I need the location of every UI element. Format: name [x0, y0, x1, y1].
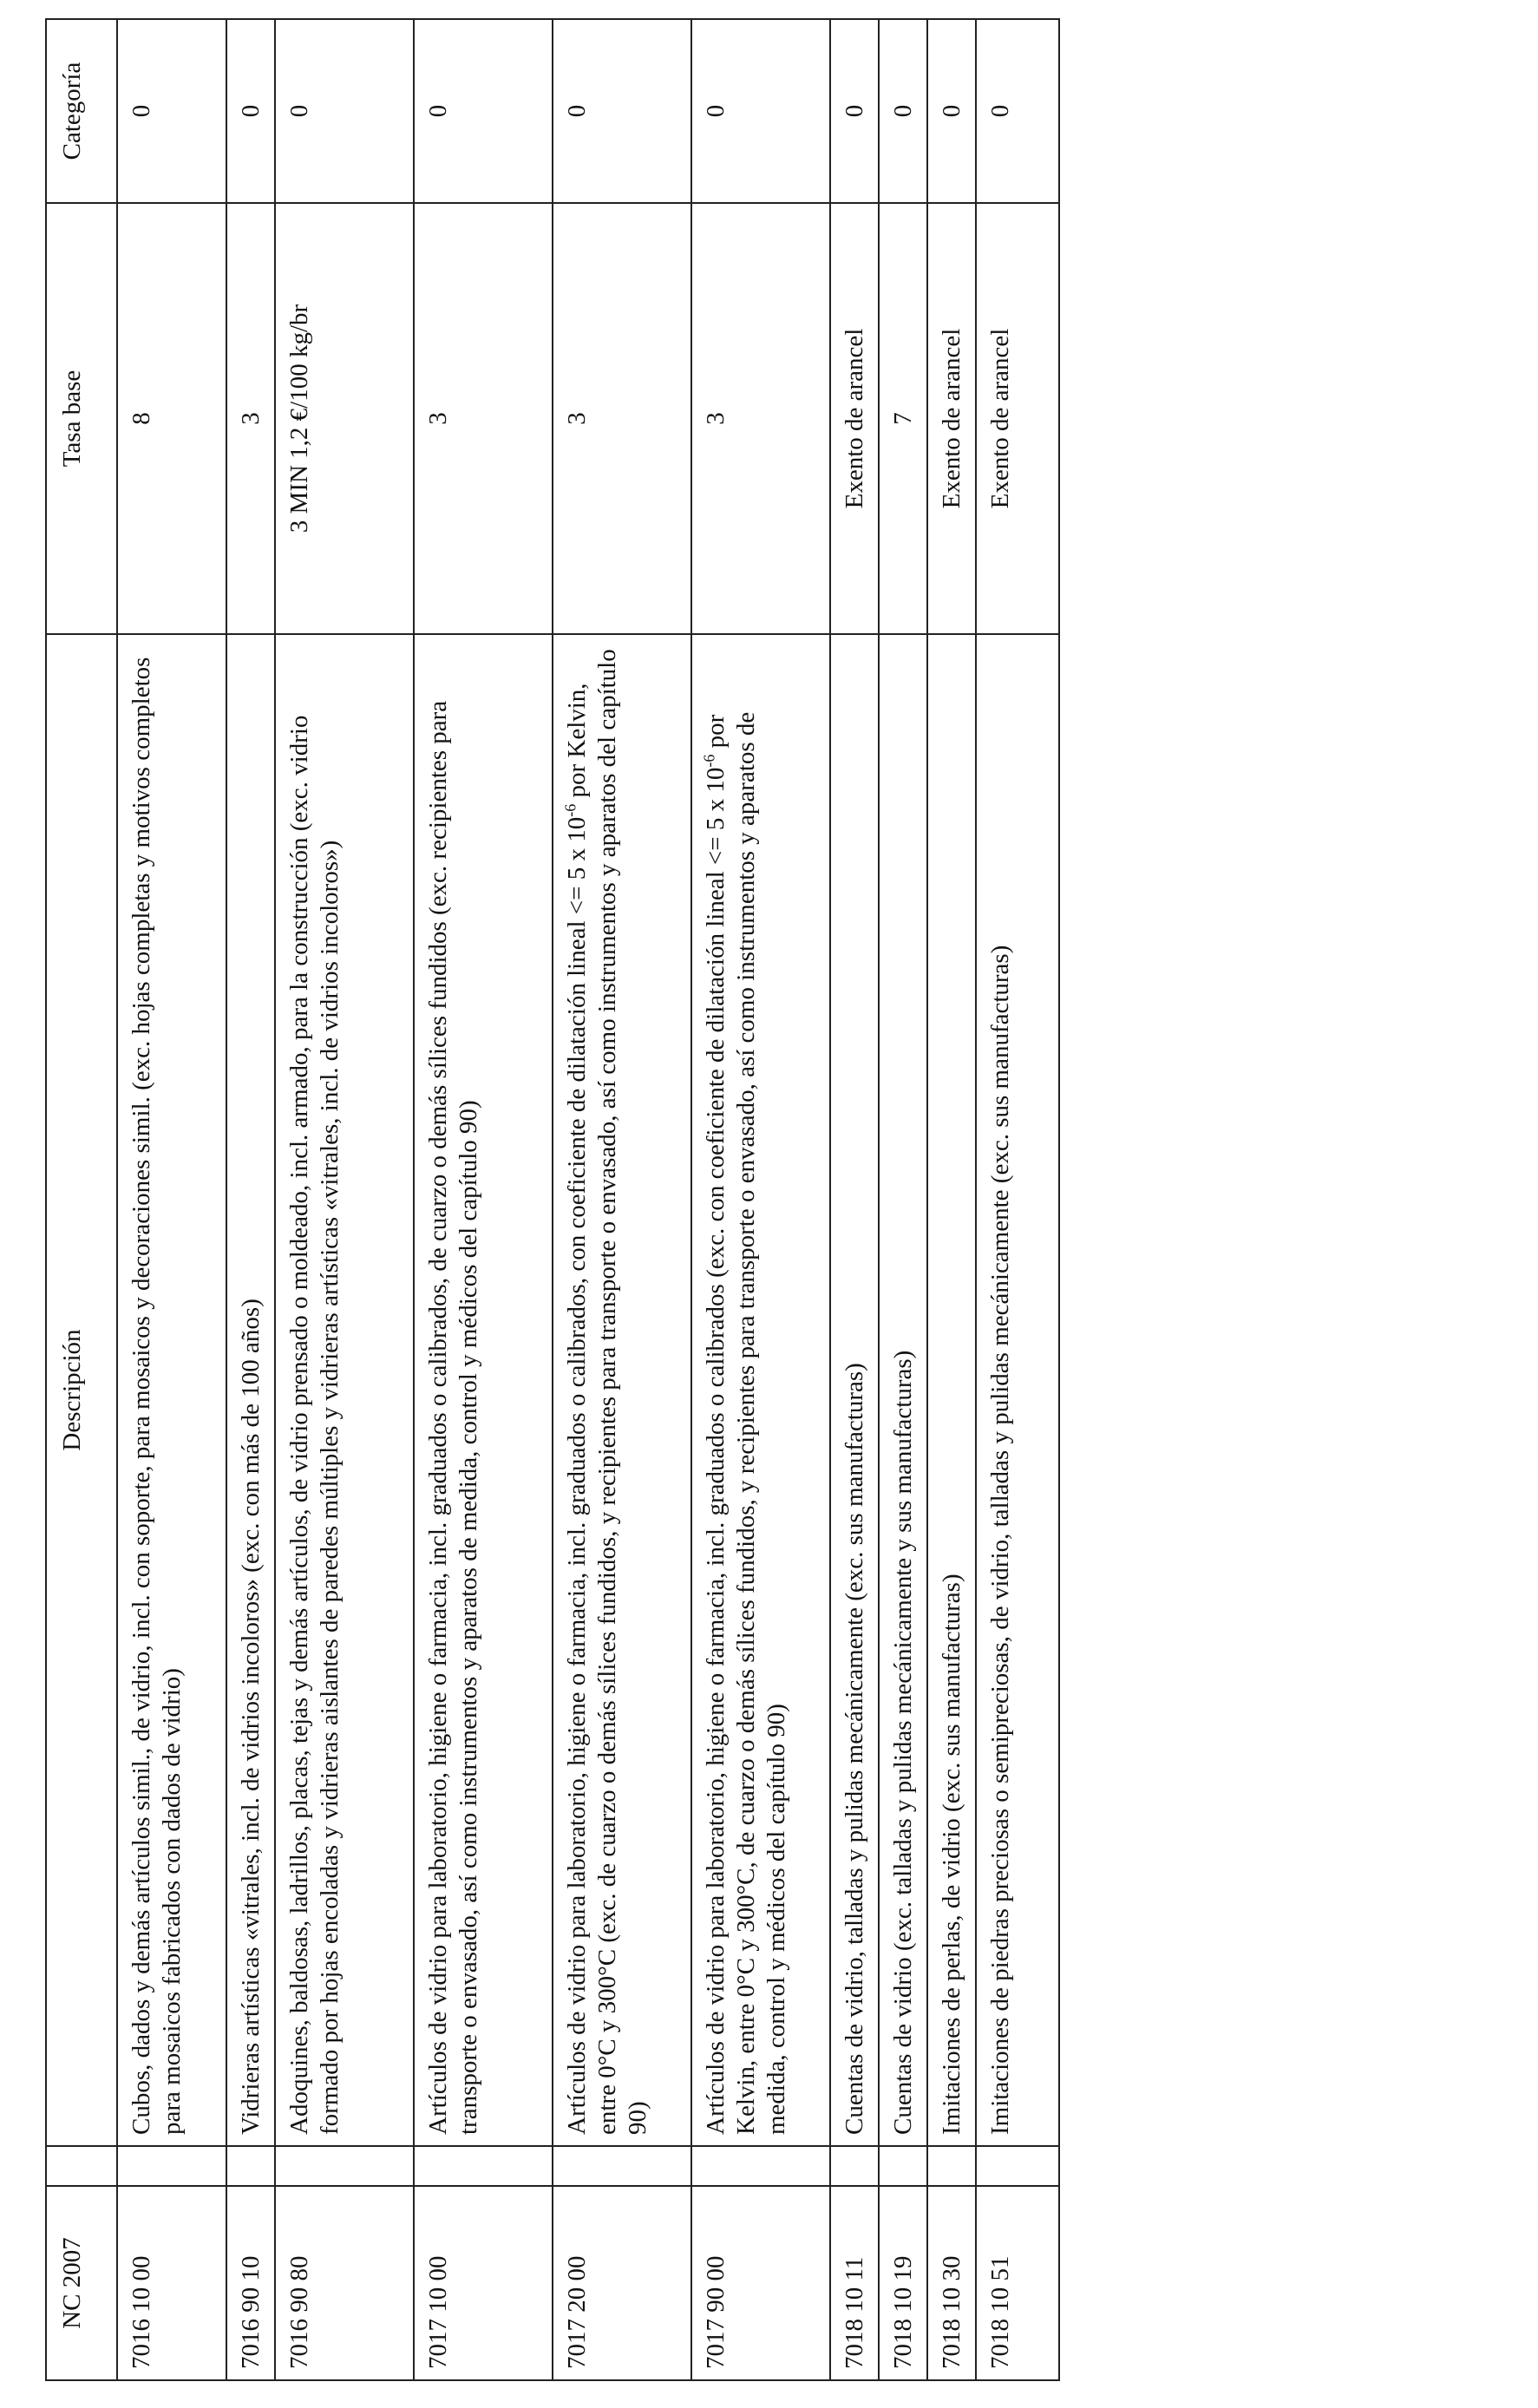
row-code: 7018 10 51: [976, 2186, 1059, 2380]
header-mark: [46, 2146, 117, 2186]
row-category: 0: [927, 19, 976, 203]
row-category: 0: [414, 19, 553, 203]
row-code: 7017 90 00: [691, 2186, 830, 2380]
row-mark: [879, 2146, 927, 2186]
table-row: [830, 19, 879, 2380]
row-category: 0: [226, 19, 275, 203]
row-base-rate: 7: [879, 203, 927, 634]
table-row: [553, 19, 691, 2380]
row-mark: [275, 2146, 414, 2186]
header-base-rate: Tasa base: [46, 203, 117, 634]
row-code: 7018 10 11: [830, 2186, 879, 2380]
row-code: 7017 20 00: [553, 2186, 691, 2380]
row-base-rate: 3: [553, 203, 691, 634]
row-base-rate: 3: [691, 203, 830, 634]
row-base-rate: 3: [226, 203, 275, 634]
row-category: 0: [879, 19, 927, 203]
row-mark: [553, 2146, 691, 2186]
row-category: 0: [976, 19, 1059, 203]
table-row: [879, 19, 927, 2380]
row-mark: [830, 2146, 879, 2186]
row-description: Cubos, dados y demás artículos simil., de vidrio, incl. con soporte, para mosaicos y decoraciones simil. (exc. hojas completas y motivos completos para mosaicos fabricados con dados de vidrio): [117, 634, 226, 2146]
table-row: [691, 19, 830, 2380]
row-base-rate: 3 MIN 1,2 €/100 kg/br: [275, 203, 414, 634]
row-description: Imitaciones de piedras preciosas o semipreciosas, de vidrio, talladas y pulidas mecánicamente (exc. sus manufacturas): [976, 634, 1059, 2146]
description-text-post: por Kelvin, entre 0°C y 300°C, de cuarzo o demás sílices fundidos, y recipientes para transporte o envasado, así como instrumentos y aparatos de medida, control y médicos del capítulo 90): [702, 711, 790, 2135]
row-code: 7017 10 00: [414, 2186, 553, 2380]
row-description: [691, 634, 830, 2146]
rotated-table-container: [45, 20, 1060, 2381]
table-row: [414, 19, 553, 2380]
row-description: Vidrieras artísticas «vitrales, incl. de vidrios incoloros» (exc. con más de 100 años): [226, 634, 275, 2146]
description-exponent: -6: [561, 803, 579, 817]
description-text-pre: Artículos de vidrio para laboratorio, higiene o farmacia, incl. graduados o calibrados (exc. con coeficiente de dilatación lineal <= 5 x 10: [702, 767, 730, 2135]
row-mark: [414, 2146, 553, 2186]
header-category: Categoría: [46, 19, 117, 203]
row-base-rate: Exento de arancel: [830, 203, 879, 634]
row-description: Cuentas de vidrio (exc. talladas y pulidas mecánicamente y sus manufacturas): [879, 634, 927, 2146]
row-category: 0: [553, 19, 691, 203]
row-description: Cuentas de vidrio, talladas y pulidas mecánicamente (exc. sus manufacturas): [830, 634, 879, 2146]
row-mark: [927, 2146, 976, 2186]
row-category: 0: [117, 19, 226, 203]
description-text-post: por Kelvin, entre 0°C y 300°C (exc. de cuarzo o demás sílices fundidos, y recipientes para transporte o envasado, así como instrumentos y aparatos del capítulo 90): [563, 649, 651, 2135]
row-description: Imitaciones de perlas, de vidrio (exc. sus manufacturas): [927, 634, 976, 2146]
row-description: Adoquines, baldosas, ladrillos, placas, tejas y demás artículos, de vidrio prensado o moldeado, incl. armado, para la construcción (exc. vidrio formado por hojas encoladas y vidrieras aislantes de paredes múltiples y vidrieras artísticas «vitrales, incl. de vidrios incoloros»): [275, 634, 414, 2146]
row-mark: [691, 2146, 830, 2186]
table-row: [275, 19, 414, 2380]
header-description: Descripción: [46, 634, 117, 2146]
row-base-rate: 3: [414, 203, 553, 634]
table-row: [117, 19, 226, 2380]
table-row: [976, 19, 1059, 2380]
row-base-rate: Exento de arancel: [927, 203, 976, 634]
row-mark: [117, 2146, 226, 2186]
row-code: 7016 10 00: [117, 2186, 226, 2380]
row-code: 7016 90 80: [275, 2186, 414, 2380]
row-mark: [226, 2146, 275, 2186]
row-base-rate: 8: [117, 203, 226, 634]
table-row: [927, 19, 976, 2380]
row-description: Artículos de vidrio para laboratorio, higiene o farmacia, incl. graduados o calibrados, de cuarzo o demás sílices fundidos (exc. recipientes para transporte o envasado, así como instrumentos y aparatos de medida, control y médicos del capítulo 90): [414, 634, 553, 2146]
row-category: 0: [830, 19, 879, 203]
tariff-table: [45, 18, 1060, 2381]
row-code: 7018 10 30: [927, 2186, 976, 2380]
row-description: [553, 634, 691, 2146]
table-row: [226, 19, 275, 2380]
description-text-pre: Artículos de vidrio para laboratorio, higiene o farmacia, incl. graduados o calibrados, con coeficiente de dilatación lineal <= 5 x 10: [563, 816, 591, 2135]
row-mark: [976, 2146, 1059, 2186]
row-category: 0: [275, 19, 414, 203]
row-code: 7018 10 19: [879, 2186, 927, 2380]
row-category: 0: [691, 19, 830, 203]
row-code: 7016 90 10: [226, 2186, 275, 2380]
description-exponent: -6: [700, 754, 718, 768]
header-nc-2007: NC 2007: [46, 2186, 117, 2380]
table-header-row: [46, 19, 117, 2380]
row-base-rate: Exento de arancel: [976, 203, 1059, 634]
